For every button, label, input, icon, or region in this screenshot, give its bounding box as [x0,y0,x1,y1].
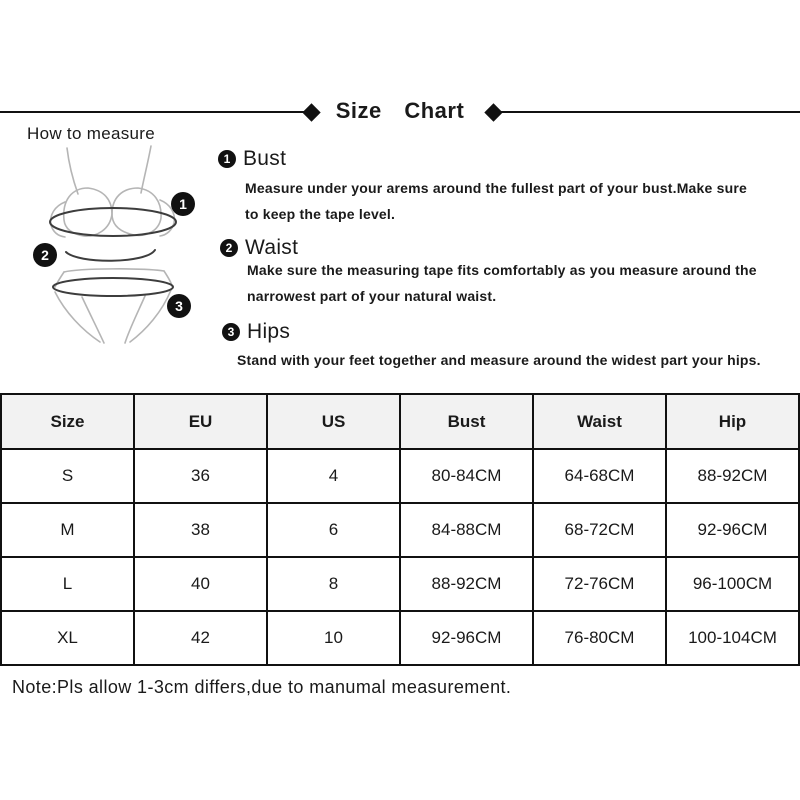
section-waist-description [247,257,757,309]
table-cell: XL [1,611,134,665]
column-header-size: Size [1,394,134,449]
table-row-l [1,557,799,611]
table-cell: 100-104CM [666,611,799,665]
figure-marker-2-icon [33,243,57,267]
table-cell: 4 [267,449,400,503]
section-bust-description [245,175,747,227]
column-header-us: US [267,394,400,449]
table-cell: 42 [134,611,267,665]
table-row-xl [1,611,799,665]
waist-description-line: Make sure the measuring tape fits comfortably as you measure around the [247,262,757,278]
table-cell: 92-96CM [666,503,799,557]
table-row-m [1,503,799,557]
page-title: Size Chart [335,98,465,123]
table-cell: 36 [134,449,267,503]
table-cell: 88-92CM [666,449,799,503]
waist-heading-label: Waist [245,236,299,259]
table-cell: 80-84CM [400,449,533,503]
table-cell: 92-96CM [400,611,533,665]
section-hips-heading [222,320,290,344]
column-header-hip: Hip [666,394,799,449]
waist-number-badge-icon: 2 [220,239,238,257]
size-table-header-row [1,394,799,449]
section-bust-heading [218,147,286,171]
bust-heading-label: Bust [243,147,287,170]
table-cell: 64-68CM [533,449,666,503]
section-hips-description [237,347,761,373]
table-cell: M [1,503,134,557]
waist-description-line: narrowest part of your natural waist. [247,288,497,304]
size-table [0,393,800,666]
hips-description-line: Stand with your feet together and measure around the widest part your hips. [237,352,761,368]
table-cell: 6 [267,503,400,557]
table-cell: 96-100CM [666,557,799,611]
table-cell: 8 [267,557,400,611]
hips-heading-label: Hips [247,320,291,343]
table-cell: 84-88CM [400,503,533,557]
title-divider-right [499,111,800,113]
column-header-bust: Bust [400,394,533,449]
bust-description-line: to keep the tape level. [245,206,396,222]
table-cell: 88-92CM [400,557,533,611]
table-cell: S [1,449,134,503]
table-cell: 40 [134,557,267,611]
table-cell: 10 [267,611,400,665]
measurement-note: Note:Pls allow 1-3cm differs,due to manumal measurement. [12,677,512,697]
column-header-waist: Waist [533,394,666,449]
svg-text:1: 1 [179,196,187,212]
table-row-s [1,449,799,503]
table-cell: 38 [134,503,267,557]
bust-number-badge-icon: 1 [218,150,236,168]
hips-number-badge-icon: 3 [222,323,240,341]
svg-text:2: 2 [41,247,49,263]
table-cell: 72-76CM [533,557,666,611]
bust-description-line: Measure under your arems around the fullest part of your bust.Make sure [245,180,747,196]
table-cell: 68-72CM [533,503,666,557]
column-header-eu: EU [134,394,267,449]
figure-marker-3-icon [167,294,191,318]
how-to-measure-title: How to measure [27,124,155,143]
bikini-measurement-figure-icon [20,140,210,345]
table-cell: 76-80CM [533,611,666,665]
table-cell: L [1,557,134,611]
figure-marker-1-icon [171,192,195,216]
svg-text:3: 3 [175,298,183,314]
